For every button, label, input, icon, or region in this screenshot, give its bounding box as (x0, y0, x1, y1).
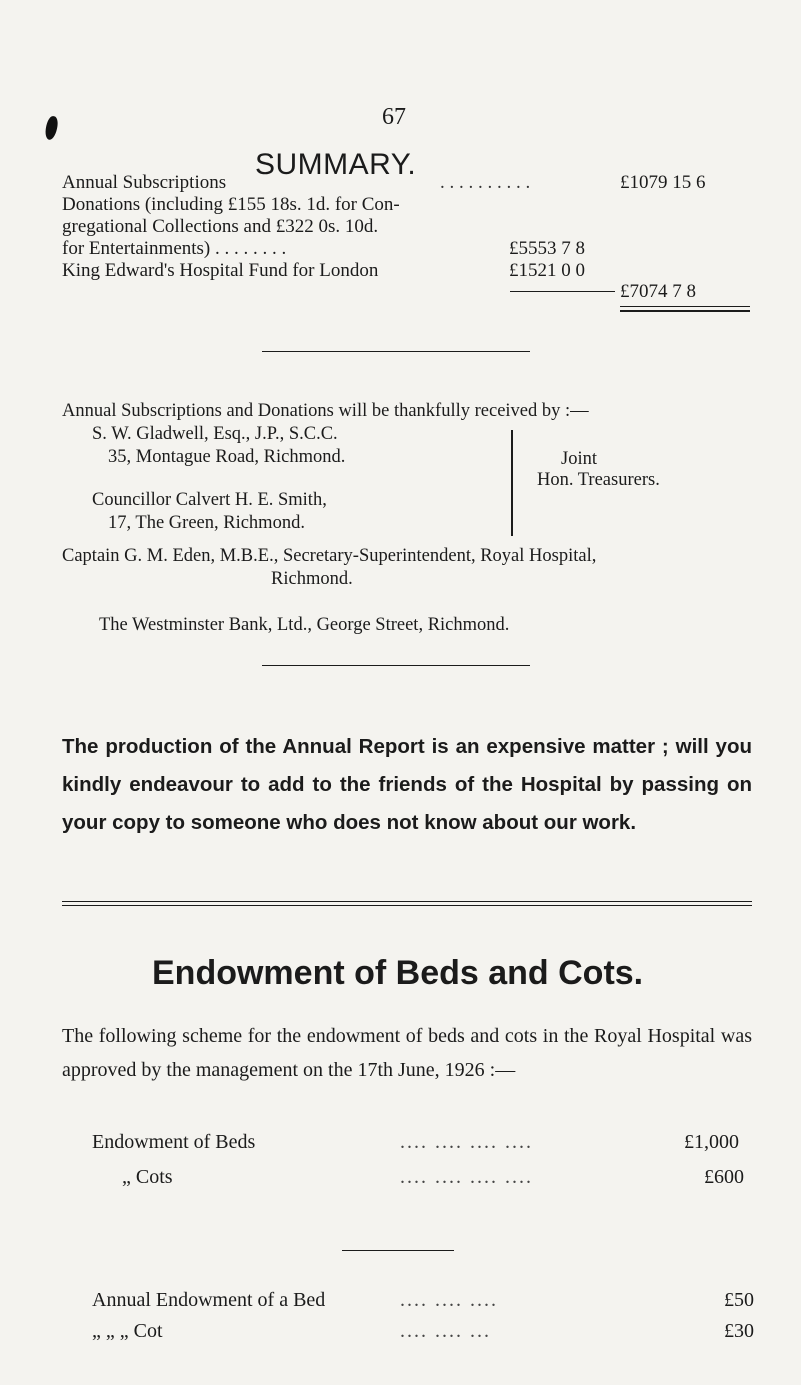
leader-dots: .... .... .... .... (400, 1131, 533, 1153)
section-divider (262, 665, 530, 666)
treasurer-role-line-1: Joint (561, 449, 597, 469)
summary-row-label: King Edward's Hospital Fund for London (62, 260, 379, 281)
endowment-item-label: „ Cots (122, 1166, 173, 1188)
endowment-item-amount: £600 (704, 1166, 744, 1188)
annual-item-amount: £30 (724, 1320, 754, 1342)
treasurer-1-address: 35, Montague Road, Richmond. (108, 447, 346, 467)
total-rule (620, 306, 750, 307)
secretary-line-2: Richmond. (271, 569, 353, 589)
treasurer-2-name: Councillor Calvert H. E. Smith, (92, 490, 327, 510)
double-rule-top (62, 901, 752, 902)
summary-row-subtotal: £1521 0 0 (509, 260, 585, 281)
summary-title: SUMMARY. (255, 148, 417, 181)
annual-item-amount: £50 (724, 1289, 754, 1311)
annual-item-label: „ „ „ Cot (92, 1320, 163, 1342)
summary-row-leader: . . . . . . . . . . (440, 172, 531, 193)
subtotal-rule (510, 291, 615, 292)
summary-row-label-line: for Entertainments) . . . . . . . . (62, 238, 287, 259)
total-double-rule (620, 310, 750, 312)
treasurer-role-line-2: Hon. Treasurers. (537, 470, 660, 490)
endowment-intro: The following scheme for the endowment of beds and cots in the Royal Hospital was approved by the management on the 17th June, 1926 :— (62, 1025, 752, 1081)
bank-line: The Westminster Bank, Ltd., George Street, Richmond. (99, 615, 510, 635)
leader-dots: .... .... ... (400, 1320, 491, 1342)
summary-row-subtotal: £5553 7 8 (509, 238, 585, 259)
endowment-title: Endowment of Beds and Cots. (152, 954, 644, 992)
secretary-line-1: Captain G. M. Eden, M.B.E., Secretary-Superintendent, Royal Hospital, (62, 546, 597, 566)
summary-row-label-line: Donations (including £155 18s. 1d. for Con- (62, 194, 400, 215)
treasurer-1-name: S. W. Gladwell, Esq., J.P., S.C.C. (92, 424, 338, 444)
page-number: 67 (382, 104, 406, 130)
treasurers-intro: Annual Subscriptions and Donations will be thankfully received by :— (62, 401, 589, 421)
summary-row-label-line: gregational Collections and £322 0s. 10d. (62, 216, 379, 237)
double-rule-bottom (62, 905, 752, 906)
annual-item-label: Annual Endowment of a Bed (92, 1289, 326, 1311)
summary-row-label: Annual Subscriptions (62, 172, 227, 193)
endowment-item-amount: £1,000 (684, 1131, 739, 1153)
logo-mark-icon (44, 115, 60, 141)
summary-row-total: £1079 15 6 (620, 172, 706, 193)
brace-icon (511, 430, 513, 536)
leader-dots: .... .... .... (400, 1289, 498, 1311)
section-divider (262, 351, 530, 352)
appeal-paragraph: The production of the Annual Report is an expensive matter ; will you kindly endeavour to add to the friends of the Hospital by passing on your copy to someone who does not know about our work. (62, 735, 752, 834)
summary-grand-total: £7074 7 8 (620, 281, 696, 302)
leader-dots: .... .... .... .... (400, 1166, 533, 1188)
treasurer-2-address: 17, The Green, Richmond. (108, 513, 305, 533)
section-divider (342, 1250, 454, 1251)
endowment-item-label: Endowment of Beds (92, 1131, 256, 1153)
